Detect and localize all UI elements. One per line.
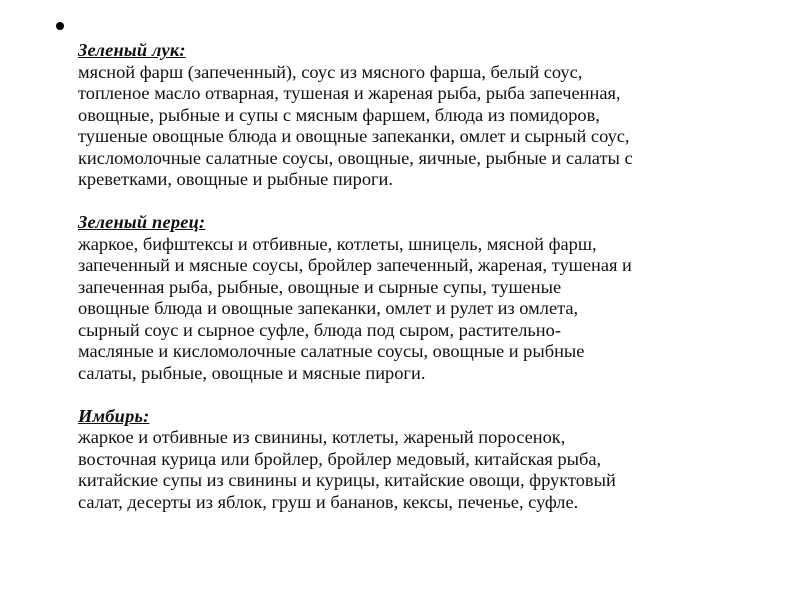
section-line: запеченная рыба, рыбные, овощные и сырные супы, тушеные — [78, 276, 562, 297]
section-line: салат, десерты из яблок, груш и бананов, кексы, печенье, суфле. — [78, 491, 579, 512]
bullet-dot-icon — [56, 22, 64, 30]
section-line: кисломолочные салатные соусы, овощные, яичные, рыбные и салаты с — [78, 147, 633, 168]
section-line: топленое масло отварная, тушеная и жареная рыба, рыба запеченная, — [78, 83, 621, 103]
section-line: креветками, овощные и рыбные пироги. — [78, 169, 393, 189]
content-block — [78, 40, 778, 513]
section-green-pepper — [78, 212, 778, 384]
section-heading: Имбирь: — [78, 405, 150, 426]
section-line: запеченный и мясные соусы, бройлер запеченный, жареная, тушеная и — [78, 255, 632, 275]
section-line: жаркое, бифштексы и отбивные, котлеты, шницель, мясной фарш, — [78, 233, 597, 254]
section-line: масляные и кисломолочные салатные соусы, овощные и рыбные — [78, 341, 585, 361]
section-line: сырный соус и сырное суфле, блюда под сыром, растительно- — [78, 319, 561, 340]
section-green-onion — [78, 40, 778, 191]
section-line: мясной фарш (запеченный), соус из мясного фарша, белый соус, — [78, 61, 583, 82]
section-line: салаты, рыбные, овощные и мясные пироги. — [78, 362, 426, 383]
section-heading: Зеленый лук: — [78, 40, 186, 60]
section-line: восточная курица или бройлер, бройлер медовый, китайская рыба, — [78, 448, 602, 469]
section-line: тушеные овощные блюда и овощные запеканки, омлет и сырный соус, — [78, 126, 630, 146]
section-line: жаркое и отбивные из свинины, котлеты, жареный поросенок, — [78, 427, 566, 447]
section-heading: Зеленый перец: — [78, 212, 206, 232]
section-line: овощные, рыбные и супы с мясным фаршем, блюда из помидоров, — [78, 104, 600, 125]
section-line: китайские супы из свинины и курицы, китайские овощи, фруктовый — [78, 470, 616, 490]
section-ginger — [78, 406, 778, 514]
section-line: овощные блюда и овощные запеканки, омлет и рулет из омлета, — [78, 298, 579, 318]
